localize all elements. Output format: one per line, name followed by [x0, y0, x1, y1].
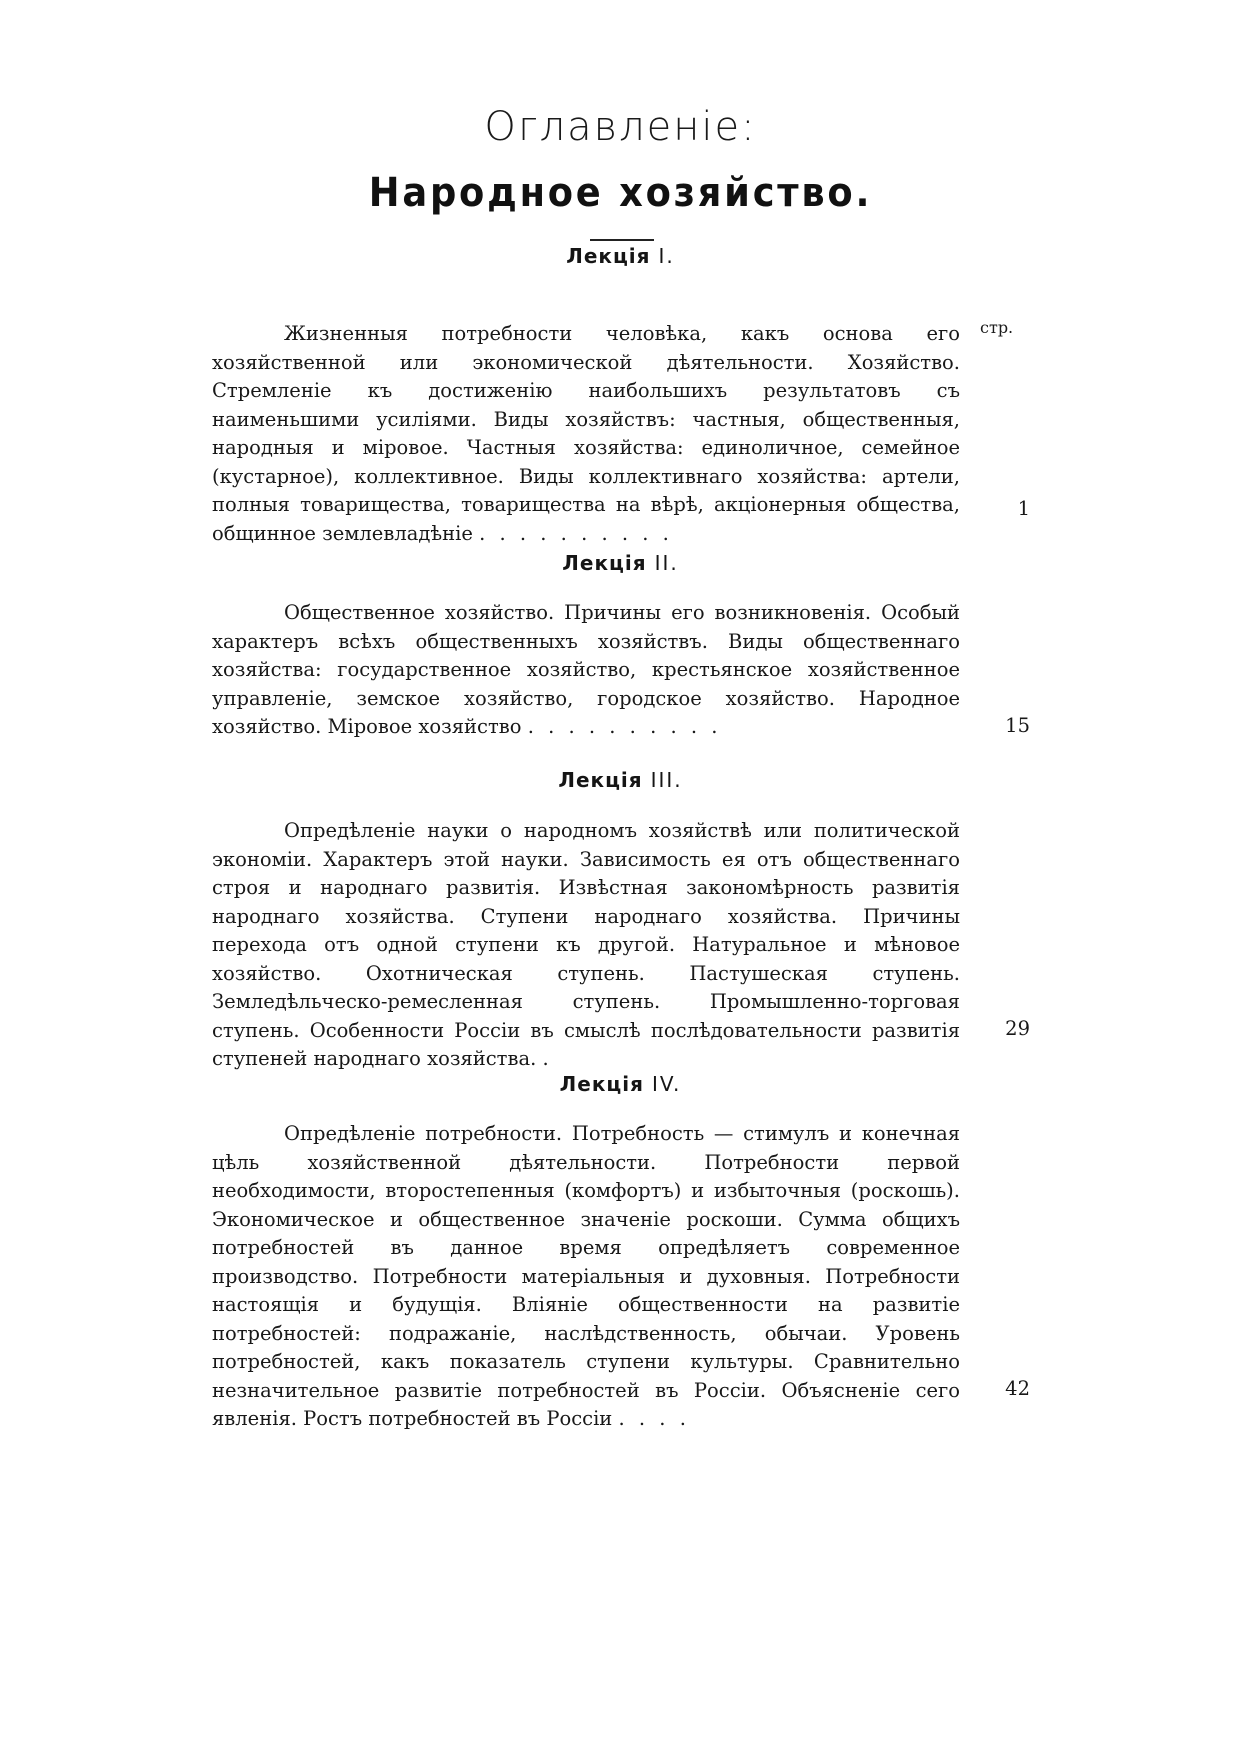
page-number-1: 1: [1017, 497, 1030, 520]
lecture-text: Опредѣленiе науки о народномъ хозяйствѣ или политической экономiи. Характеръ этой науки. Зависимость ея отъ общественнаго строя и народнаго развитiя. Извѣстная закономѣрность развитiя народнаго хозяйства. Ступени народнаго хозяйства. Причины перехода отъ одной ступени къ другой. Натуральное и мѣновое хозяйство. Охотническая ступень. Пастушеская ступень. Земледѣльческо-ремесленная ступень. Промышленно-торговая ступень. Особенности Россiи въ смыслѣ послѣдовательности развитiя ступеней народнаго хозяйства.: [212, 819, 960, 1070]
book-subtitle: Народное хозяйство.: [368, 170, 873, 216]
page-title: Оглавленiе:: [484, 104, 757, 150]
lecture-heading-label: Лекцiя: [566, 244, 651, 268]
lecture-body-1: [212, 320, 960, 548]
lecture-body-3: [212, 817, 960, 1074]
dot-leader: . . . . . . . . . .: [479, 521, 673, 545]
lecture-heading-label: Лекцiя: [562, 551, 647, 575]
lecture-heading-label: Лекцiя: [559, 1072, 644, 1096]
lecture-heading-4: [0, 1072, 1241, 1096]
lecture-text: Общественное хозяйство. Причины его возникновенiя. Особый характеръ всѣхъ общественныхъ хозяйствъ. Виды общественнаго хозяйства: государственное хозяйство, крестьянское хозяйственное управленiе, земское хозяйство, городское хозяйство. Народное хозяйство. Мiровое хозяйство: [212, 601, 960, 738]
lecture-numeral: II.: [654, 551, 679, 575]
dot-leader: .: [542, 1047, 553, 1070]
dot-leader: . . . .: [618, 1407, 690, 1430]
lecture-numeral: III.: [650, 768, 683, 792]
lecture-body-2: [212, 599, 960, 742]
lecture-body-4: [212, 1120, 960, 1434]
page-number-3: 29: [1005, 1017, 1030, 1040]
page-number-2: 15: [1005, 714, 1030, 737]
lecture-text: Жизненныя потребности человѣка, какъ основа его хозяйственной или экономической дѣятельности. Хозяйство. Стремленiе къ достиженiю наибольшихъ результатовъ съ наименьшими усилiями. Виды хозяйствъ: частныя, общественныя, народныя и мiровое. Частныя хозяйства: единоличное, семейное (кустарное), коллективное. Виды коллективнаго хозяйства: артели, полныя товарищества, товарищества на вѣрѣ, акцiонерныя общества, общинное землевладѣнiе: [212, 322, 960, 545]
dot-leader: . . . . . . . . . .: [527, 715, 722, 738]
lecture-numeral: IV.: [651, 1072, 682, 1096]
lecture-text: Опредѣленiе потребности. Потребность — стимулъ и конечная цѣль хозяйственной дѣятельности. Потребности первой необходимости, второстепенныя (комфортъ) и избыточныя (роскошь). Экономическое и общественное значенiе роскоши. Сумма общихъ потребностей въ данное время опредѣляетъ современное производство. Потребности матерiальныя и духовныя. Потребности настоящiя и будущiя. Влiянiе общественности на развитiе потребностей: подражанiе, наслѣдственность, обычаи. Уровень потребностей, какъ показатель ступени культуры. Сравнительно незначительное развитiе потребностей въ Россiи. Объясненiе сего явленiя. Ростъ потребностей въ Россiи: [212, 1122, 960, 1430]
lecture-heading-3: [0, 768, 1241, 792]
page-column-label: стр.: [980, 318, 1014, 337]
page-number-4: 42: [1005, 1377, 1030, 1400]
lecture-heading-label: Лекцiя: [558, 768, 643, 792]
lecture-numeral: I.: [658, 244, 675, 268]
title-divider: [590, 239, 654, 241]
lecture-heading-2: [0, 551, 1241, 575]
lecture-heading-1: [0, 244, 1241, 268]
